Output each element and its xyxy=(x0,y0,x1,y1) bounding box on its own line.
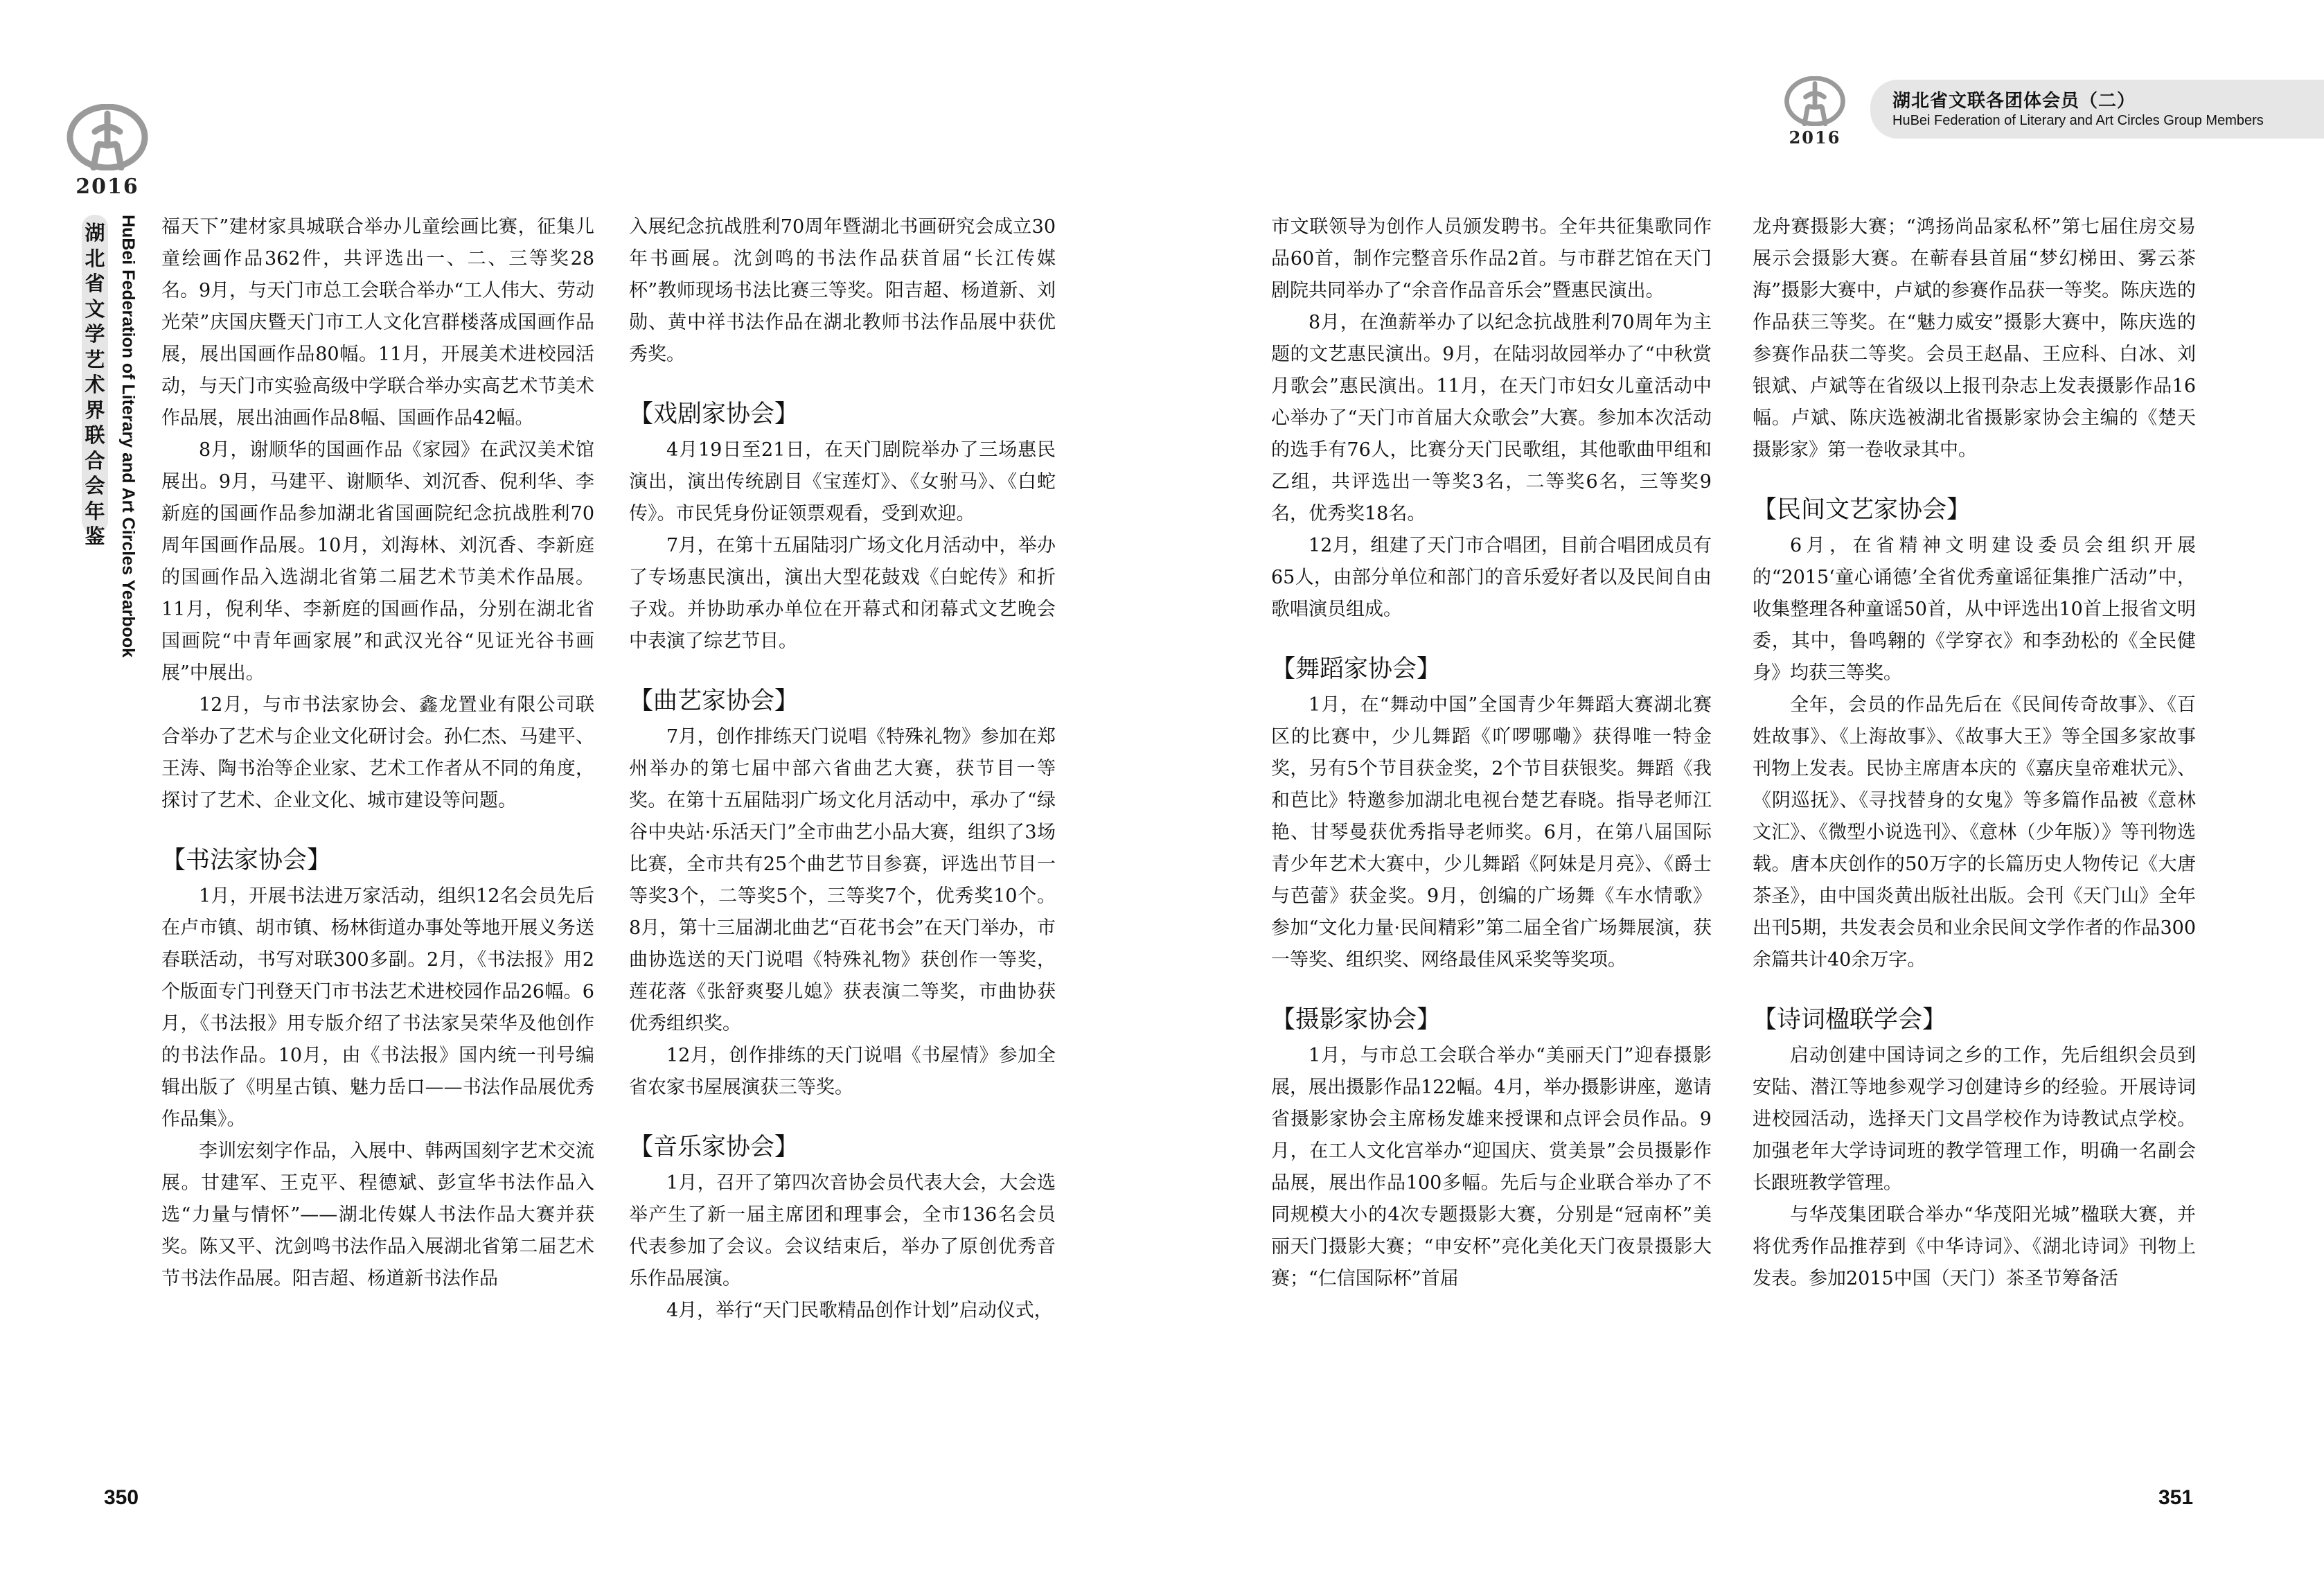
paragraph: 1月，在“舞动中国”全国青少年舞蹈大赛湖北赛区的比赛中，少儿舞蹈《吖啰哪嘞》获得唯一特金奖，另有5个节目获金奖，2个节目获银奖。舞蹈《我和芭比》特邀参加湖北电视台楚艺春晓。指导老师江艳、甘琴曼获优秀指导老师奖。6月，在第八届国际青少年艺术大赛中，少儿舞蹈《阿妹是月亮》、《爵士与芭蕾》获金奖。9月，创编的广场舞《车水情歌》参加“文化力量·民间精彩”第二届全省广场舞展演，获一等奖、组织奖、网络最佳风采奖等奖项。 xyxy=(1271,694,1712,971)
side-title-char: 省 xyxy=(85,272,105,295)
paragraph: 1月，召开了第四次音协会员代表大会，大会选举产生了新一届主席团和理事会，全市136名会员代表参加了会议。会议结束后，举办了原创优秀音乐作品展演。 xyxy=(629,1172,1056,1289)
page-number-right: 351 xyxy=(2158,1486,2194,1509)
side-title-char: 鉴 xyxy=(85,524,105,548)
side-title-char: 会 xyxy=(85,474,105,497)
paragraph: 8月，在渔薪举办了以纪念抗战胜利70周年为主题的文艺惠民演出。9月，在陆羽故园举办了“中秋赏月歌会”惠民演出。11月，在天门市妇女儿童活动中心举办了“天门市首届大众歌会”大赛。参加本次活动的选手有76人，比赛分天门民歌组，其他歌曲甲组和乙组，共评选出一等奖3名，二等奖6名，三等奖9名，优秀奖18名。 xyxy=(1271,312,1712,524)
text-column-1 xyxy=(161,211,594,1295)
side-title-char: 文 xyxy=(85,297,105,321)
side-title-char: 年 xyxy=(85,499,105,523)
section-heading: 【戏剧家协会】 xyxy=(629,400,799,428)
side-title-char: 联 xyxy=(85,423,105,447)
side-title-char: 术 xyxy=(85,373,105,396)
header-title-cn: 湖北省文联各团体会员（二） xyxy=(1892,91,2136,112)
logo-year: 2016 xyxy=(76,175,139,199)
text-column-3 xyxy=(1271,211,1712,1295)
section-heading: 【舞蹈家协会】 xyxy=(1271,655,1442,683)
paragraph: 12月，创作排练的天门说唱《书屋情》参加全省农家书屋展演获三等奖。 xyxy=(629,1045,1056,1098)
section-heading: 【民间文艺家协会】 xyxy=(1753,496,1971,524)
paragraph: 1月，与市总工会联合举办“美丽天门”迎春摄影展，展出摄影作品122幅。4月，举办摄影讲座，邀请省摄影家协会主席杨发雄来授课和点评会员作品。9月，在工人文化宫举办“迎国庆、赏美景”会员摄影作品展，展出作品100多幅。先后与企业联合举办了不同规模大小的4次专题摄影大赛，分别是“冠南杯”美丽天门摄影大赛；“申安杯”亮化美化天门夜景摄影大赛；“仁信国际杯”首届 xyxy=(1271,1045,1712,1289)
header-title-en: HuBei Federation of Literary and Art Circles Group Members xyxy=(1892,113,2264,128)
side-title-en: HuBei Federation of Literary and Art Circles Yearbook xyxy=(118,215,138,658)
paragraph: 福天下”建材家具城联合举办儿童绘画比赛，征集儿童绘画作品362件，共评选出一、二、三等奖28名。9月，与天门市总工会联合举办“工人伟大、劳动光荣”庆国庆暨天门市工人文化宫群楼落成国画作品展，展出国画作品80幅。11月，开展美术进校园活动，与天门市实验高级中学联合举办实高艺术节美术作品展，展出油画作品8幅、国画作品42幅。 xyxy=(161,216,594,429)
paragraph: 入展纪念抗战胜利70周年暨湖北书画研究会成立30年书画展。沈剑鸣的书法作品获首届“长江传媒杯”教师现场书法比赛三等奖。阳吉超、杨道新、刘勋、黄中祥书法作品在湖北教师书法作品展中获优秀奖。 xyxy=(629,216,1056,365)
side-title-char: 北 xyxy=(85,246,105,270)
section-heading: 【音乐家协会】 xyxy=(629,1133,799,1161)
section-heading: 【书法家协会】 xyxy=(161,847,332,874)
section-heading: 【摄影家协会】 xyxy=(1271,1006,1442,1034)
side-title-cn xyxy=(82,220,108,549)
paragraph: 6月，在省精神文明建设委员会组织开展的“2015‘童心诵德’全省优秀童谣征集推广活动”中，收集整理各种童谣50首，从中评选出10首上报省文明委，其中，鲁鸣翱的《学穿衣》和李劲松的《全民健身》均获三等奖。 xyxy=(1753,535,2196,684)
paragraph: 7月，创作排练天门说唱《特殊礼物》参加在郑州举办的第七届中部六省曲艺大赛，获节目一等奖。在第十五届陆羽广场文化月活动中，承办了“绿谷中央站·乐活天门”全市曲艺小品大赛，组织了3场比赛，全市共有25个曲艺节目参赛，评选出节目一等奖3个，二等奖5个，三等奖7个，优秀奖10个。8月，第十三届湖北曲艺“百花书会”在天门举办，市曲协选送的天门说唱《特殊礼物》获创作一等奖，莲花落《张舒爽娶儿媳》获表演二等奖，市曲协获优秀组织奖。 xyxy=(629,726,1056,1034)
side-title-char: 合 xyxy=(85,448,105,473)
side-title-char: 湖 xyxy=(85,221,105,245)
paragraph: 启动创建中国诗词之乡的工作，先后组织会员到安陆、潜江等地参观学习创建诗乡的经验。开展诗词进校园活动，选择天门文昌学校作为诗教试点学校。加强老年大学诗词班的教学管理工作，明确一名副会长跟班教学管理。 xyxy=(1753,1045,2196,1194)
text-column-4 xyxy=(1753,211,2196,1295)
federation-emblem-icon xyxy=(1784,76,1846,126)
page-number-left: 350 xyxy=(104,1486,139,1509)
left-logo xyxy=(66,104,149,199)
paragraph: 12月，与市书法家协会、鑫龙置业有限公司联合举办了艺术与企业文化研讨会。孙仁杰、马建平、王涛、陶书治等企业家、艺术工作者从不同的角度，探讨了艺术、企业文化、城市建设等问题。 xyxy=(161,694,594,811)
paragraph: 全年，会员的作品先后在《民间传奇故事》、《百姓故事》、《上海故事》、《故事大王》等全国多家故事刊物上发表。民协主席唐本庆的《嘉庆皇帝难状元》、《阴巡抚》、《寻找替身的女鬼》等多篇作品被《意林文汇》、《微型小说选刊》、《意林（少年版）》等刊物选载。唐本庆创作的50万字的长篇历史人物传记《大唐茶圣》，由中国炎黄出版社出版。会刊《天门山》全年出刊5期，共发表会员和业余民间文学作者的作品300余篇共计40余万字。 xyxy=(1753,694,2196,971)
paragraph: 与华茂集团联合举办“华茂阳光城”楹联大赛，并将优秀作品推荐到《中华诗词》、《湖北诗词》刊物上发表。参加2015中国（天门）茶圣节筹备活 xyxy=(1753,1204,2196,1289)
paragraph: 1月，开展书法进万家活动，组织12名会员先后在卢市镇、胡市镇、杨林街道办事处等地开展义务送春联活动，书写对联300多副。2月，《书法报》用2个版面专门刊登天门市书法艺术进校园作品26幅。6月，《书法报》用专版介绍了书法家吴荣华及他创作的书法作品。10月，由《书法报》国内统一刊号编辑出版了《明星古镇、魅力岳口——书法作品展优秀作品集》。 xyxy=(161,885,594,1130)
right-logo xyxy=(1784,76,1846,148)
paragraph: 4月19日至21日，在天门剧院举办了三场惠民演出，演出传统剧目《宝莲灯》、《女驸马》、《白蛇传》。市民凭身份证领票观看，受到欢迎。 xyxy=(629,439,1056,524)
side-title-char: 艺 xyxy=(85,347,105,371)
paragraph: 李训宏刻字作品，入展中、韩两国刻字艺术交流展。甘建军、王克平、程德斌、彭宣华书法作品入选“力量与情怀”——湖北传媒人书法作品大赛并获奖。陈又平、沈剑鸣书法作品入展湖北省第二届艺术节书法作品展。阳吉超、杨道新书法作品 xyxy=(161,1140,594,1289)
paragraph: 龙舟赛摄影大赛；“鸿扬尚品家私杯”第七届住房交易展示会摄影大赛。在蕲春县首届“梦幻梯田、雾云茶海”摄影大赛中，卢斌的参赛作品获一等奖。陈庆选的作品获三等奖。在“魅力威安”摄影大赛中，陈庆选的参赛作品获二等奖。会员王赵晶、王应科、白冰、刘银斌、卢斌等在省级以上报刊杂志上发表摄影作品16幅。卢斌、陈庆选被湖北省摄影家协会主编的《楚天摄影家》第一卷收录其中。 xyxy=(1753,216,2196,461)
logo-year: 2016 xyxy=(1789,127,1841,148)
paragraph: 4月，举行“天门民歌精品创作计划”启动仪式， xyxy=(666,1300,1053,1321)
paragraph: 市文联领导为创作人员颁发聘书。全年共征集歌同作品60首，制作完整音乐作品2首。与市群艺馆在天门剧院共同举办了“余音作品音乐会”暨惠民演出。 xyxy=(1271,216,1712,301)
text-column-2 xyxy=(629,211,1056,1327)
side-title-char: 界 xyxy=(85,398,105,422)
section-heading: 【曲艺家协会】 xyxy=(629,687,799,715)
federation-emblem-icon xyxy=(66,104,149,170)
side-title-char: 学 xyxy=(85,322,105,346)
paragraph: 12月，组建了天门市合唱团，目前合唱团成员有65人，由部分单位和部门的音乐爱好者以及民间自由歌唱演员组成。 xyxy=(1271,535,1712,620)
section-heading: 【诗词楹联学会】 xyxy=(1753,1006,1947,1034)
paragraph: 7月，在第十五届陆羽广场文化月活动中，举办了专场惠民演出，演出大型花鼓戏《白蛇传》和折子戏。并协助承办单位在开幕式和闭幕式文艺晚会中表演了综艺节目。 xyxy=(629,535,1056,652)
paragraph: 8月，谢顺华的国画作品《家园》在武汉美术馆展出。9月，马建平、谢顺华、刘沉香、倪利华、李新庭的国画作品参加湖北省国画院纪念抗战胜利70周年国画作品展。10月，刘海林、刘沉香、李新庭的国画作品入选湖北省第二届艺术节美术作品展。11月，倪利华、李新庭的国画作品，分别在湖北省国画院“中青年画家展”和武汉光谷“见证光谷书画展”中展出。 xyxy=(161,439,594,684)
